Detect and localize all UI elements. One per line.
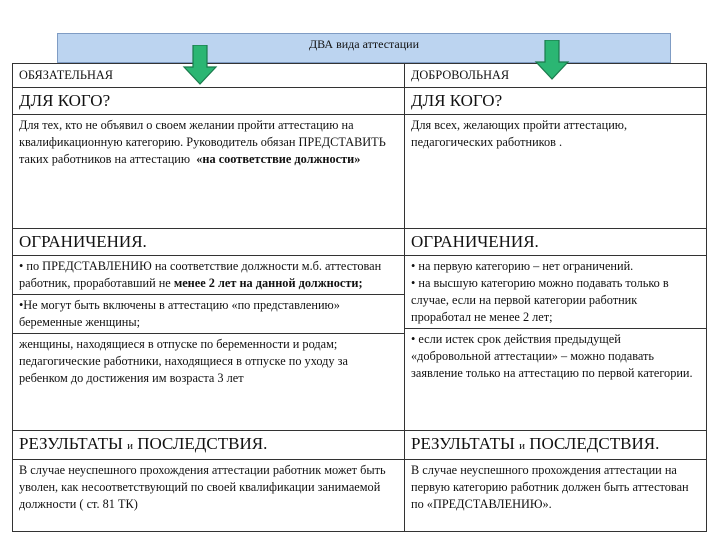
- green-down-arrow-icon: [534, 40, 570, 80]
- results-title-b: ПОСЛЕДСТВИЯ.: [524, 434, 660, 453]
- limits-title-left: ОГРАНИЧЕНИЯ.: [19, 232, 147, 251]
- limits-right-cell: [405, 229, 707, 431]
- who-left-cell: [13, 88, 405, 229]
- divider: [13, 333, 404, 334]
- results-title-b: ПОСЛЕДСТВИЯ.: [132, 434, 268, 453]
- who-title-left: ДЛЯ КОГО?: [19, 91, 111, 110]
- who-row: [13, 88, 707, 229]
- limits-left-p1-bold: менее 2 лет на данной должности;: [173, 276, 363, 290]
- column-header-mandatory: ОБЯЗАТЕЛЬНАЯ: [13, 64, 405, 88]
- results-right-cell: [405, 431, 707, 532]
- limits-title-right: ОГРАНИЧЕНИЯ.: [411, 232, 539, 251]
- divider: [405, 328, 706, 329]
- results-title-a: РЕЗУЛЬТАТЫ: [19, 434, 128, 453]
- limits-row: [13, 229, 707, 431]
- who-left-bold: «на соответствие должности»: [196, 152, 361, 166]
- limits-right-p3: • если истек срок действия предыдущей «добровольной аттестации» – можно подавать заявление только на аттестацию по первой категории.: [411, 332, 693, 380]
- results-title-left: [19, 433, 398, 457]
- who-left-text: [19, 117, 398, 168]
- who-title-right: ДЛЯ КОГО?: [411, 91, 503, 110]
- limits-left-p3: женщины, находящиеся в отпуске по беременности и родам; педагогические работники, находящиеся в отпуске по уходу за ребенком до достижения им возраста 3 лет: [19, 337, 348, 385]
- results-right-text: В случае неуспешного прохождения аттестации на первую категорию работник должен быть аттестован по «ПРЕДСТАВЛЕНИЮ».: [411, 463, 689, 511]
- limits-left-p1: [19, 258, 398, 292]
- divider: [13, 459, 404, 460]
- results-title-i: и: [519, 440, 525, 452]
- limits-left-cell: [13, 229, 405, 431]
- results-row: [13, 431, 707, 532]
- green-down-arrow-icon: [182, 45, 218, 85]
- column-header-row: [13, 64, 707, 88]
- banner-title: ДВА вида аттестации: [308, 37, 420, 51]
- results-left-text: В случае неуспешного прохождения аттестации работник может быть уволен, как несоответствующий по своей квалификации занимаемой должности ( ст. 81 ТК): [19, 463, 386, 511]
- limits-right-p2: • на высшую категорию можно подавать только в случае, если на первой категории работник проработал не менее 2 лет;: [411, 276, 669, 324]
- divider: [13, 114, 404, 115]
- results-left-cell: [13, 431, 405, 532]
- column-header-voluntary: ДОБРОВОЛЬНАЯ: [405, 64, 707, 88]
- results-title-i: и: [127, 440, 133, 452]
- attestation-table: [12, 63, 707, 532]
- who-right-cell: [405, 88, 707, 229]
- limits-left-p1-text: • по ПРЕДСТАВЛЕНИЮ на соответствие должности м.б. аттестован работник, проработавший не: [19, 259, 382, 290]
- divider: [405, 255, 706, 256]
- divider: [405, 114, 706, 115]
- who-right-text: Для всех, желающих пройти аттестацию, педагогических работников .: [411, 118, 628, 149]
- divider: [13, 255, 404, 256]
- divider: [405, 459, 706, 460]
- results-title-right: [411, 433, 700, 457]
- divider: [13, 294, 404, 295]
- limits-left-p2: •Не могут быть включены в аттестацию «по представлению» беременные женщины;: [19, 298, 340, 329]
- title-banner: [57, 33, 671, 63]
- who-left-body: Для тех, кто не объявил о своем желании пройти аттестацию на квалификационную категорию. Руководитель обязан ПРЕДСТАВИТЬ таких работников на аттестацию: [19, 118, 386, 166]
- limits-right-p1: • на первую категорию – нет ограничений.: [411, 259, 634, 273]
- results-title-a: РЕЗУЛЬТАТЫ: [411, 434, 520, 453]
